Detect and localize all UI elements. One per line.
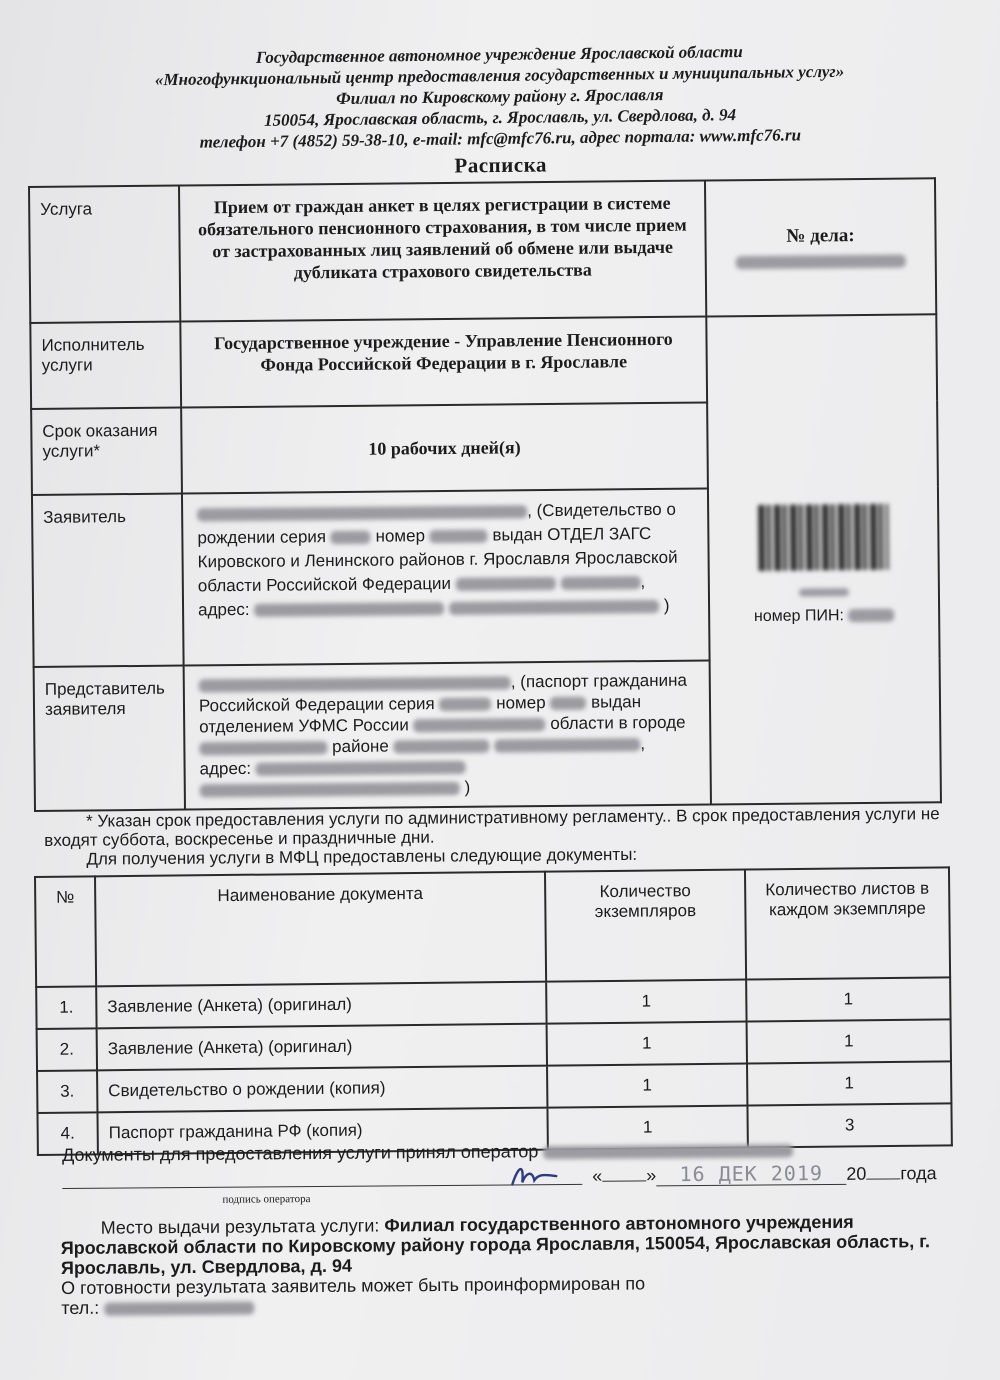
year-suffix: года — [900, 1163, 937, 1184]
applicant-address-redacted — [449, 600, 659, 615]
representative-text: области в городе — [550, 712, 686, 734]
executor-label: Исполнитель услуги — [30, 322, 181, 409]
row-doc-name: Свидетельство о рождении (копия) — [97, 1066, 547, 1113]
case-number-label: № дела: — [786, 225, 855, 247]
page-title: Расписка — [454, 152, 548, 178]
redacted-text — [494, 738, 640, 752]
service-label: Услуга — [29, 186, 180, 323]
ready-text: О готовности результата заявитель может быть проинформирован по — [61, 1273, 646, 1299]
representative-name-redacted — [199, 676, 511, 692]
footnote: * Указан срок предоставления услуги по административному регламенту.. В срок предоставления услуги не входят суббота, воскресенье и праздничные дни. — [44, 804, 940, 850]
place-value: Филиал государственного автономного учреждения Ярославской области по Кировскому району города Ярославля, 150054, Ярославская область, г. Ярославль, ул. Свердлова, д. 94 — [60, 1211, 931, 1279]
applicant-text: номер — [375, 526, 426, 546]
case-number-redacted — [736, 254, 906, 269]
applicant-details — [182, 488, 710, 665]
redacted-text — [456, 577, 556, 591]
org-contacts: телефон +7 (4852) 59-38-10, e-mail: mfc@mfc76.ru, адрес портала: www.mfc76.ru — [199, 125, 802, 152]
quote-open: « — [592, 1165, 603, 1186]
notes — [44, 804, 956, 869]
table-row — [30, 314, 937, 409]
redacted-text — [439, 698, 491, 711]
representative-address-redacted — [200, 782, 460, 797]
row-copies: 1 — [547, 1022, 747, 1066]
row-num: 3. — [37, 1070, 97, 1113]
row-num: 2. — [37, 1028, 97, 1071]
representative-label: Представитель заявителя — [34, 666, 185, 811]
date-stamp: 16 ДЕК 2019 — [679, 1161, 824, 1187]
org-name: Государственное автономное учреждение Ярославской области — [255, 42, 743, 67]
signature-caption: подпись оператора — [222, 1193, 311, 1206]
representative-text: выдан отделением УФМС России — [199, 692, 642, 737]
barcode-cell — [706, 314, 941, 804]
barcode-redacted — [758, 504, 889, 571]
operator-name-redacted — [543, 1144, 793, 1159]
documents-table — [34, 866, 951, 1156]
phone-label: тел.: — [61, 1297, 100, 1319]
header — [39, 38, 961, 181]
executor-value: Государственное учреждение - Управление Пенсионного Фонда Российской Федерации в г. Ярославле — [180, 316, 707, 407]
header-doc-name: Наименование документа — [95, 872, 546, 987]
applicant-text: ) — [663, 595, 670, 615]
docs-intro: Для получения услуги в МФЦ предоставлены следующие документы: — [86, 844, 638, 869]
row-sheets: 3 — [747, 1103, 951, 1147]
row-doc-name: Паспорт гражданина РФ (копия) — [97, 1108, 547, 1155]
redacted-text — [394, 740, 490, 754]
row-doc-name: Заявление (Анкета) (оригинал) — [97, 1024, 547, 1071]
table-row — [29, 178, 936, 323]
service-value: Прием от граждан анкет в целях регистрации в системе обязательного пенсионного страхования, в том числе прием от застрахованных лиц заявлений об обмене или выдаче дубликата страхового свидетельства — [179, 181, 706, 322]
branch-name: Филиал по Кировскому району г. Ярославля — [336, 85, 664, 108]
accepted-by-text: Документы для предоставления услуги принял оператор — [61, 1141, 539, 1165]
row-sheets: 1 — [747, 1019, 951, 1063]
case-number-cell — [705, 178, 936, 316]
applicant-text: , (Свидетельство о рождении серия — [197, 499, 676, 548]
row-num: 1. — [36, 986, 96, 1029]
representative-text: , адрес: — [199, 734, 646, 779]
representative-address-redacted — [256, 761, 466, 776]
row-sheets: 1 — [747, 1061, 951, 1105]
row-doc-name: Заявление (Анкета) (оригинал) — [96, 982, 546, 1029]
signature-line — [62, 1184, 582, 1189]
applicant-name-redacted — [197, 505, 527, 521]
row-copies: 1 — [547, 1106, 747, 1150]
org-address: 150054, Ярославская область, г. Ярославль, ул. Свердлова, д. 94 — [263, 105, 737, 130]
header-sheets: Количество листов в каждом экземпляре — [745, 867, 950, 979]
header-copies: Количество экземпляров — [545, 870, 746, 982]
term-label: Срок оказания услуги* — [31, 408, 182, 495]
row-copies: 1 — [547, 1064, 747, 1108]
header-num: № — [35, 876, 96, 987]
result-place — [61, 1211, 962, 1318]
docs-header-row — [35, 867, 950, 987]
redacted-text — [560, 576, 640, 590]
place-label: Место выдачи результата услуги: — [100, 1215, 380, 1238]
redacted-text — [413, 718, 545, 732]
pin-label: номер ПИН: — [753, 606, 845, 625]
representative-text: номер — [496, 693, 546, 713]
applicant-text: , адрес: — [197, 572, 646, 620]
applicant-text: выдан ОТДЕЛ ЗАГС Кировского и Ленинского районов г. Ярославля Ярославской области Российской Федерации — [197, 524, 678, 596]
phone-redacted — [104, 1301, 254, 1315]
pin-redacted — [848, 609, 894, 622]
barcode-number-redacted — [799, 588, 849, 596]
representative-text: ) — [464, 777, 471, 797]
representative-text: районе — [332, 736, 389, 757]
redacted-text — [331, 531, 371, 544]
applicant-address-redacted — [254, 602, 444, 617]
signature-mark — [508, 1160, 560, 1190]
term-value: 10 рабочих дней(я) — [181, 402, 708, 493]
row-sheets: 1 — [746, 977, 950, 1021]
redacted-text — [550, 697, 586, 710]
quote-close: » — [646, 1165, 657, 1186]
row-num: 4. — [37, 1112, 97, 1155]
org-fullname: «Многофункциональный центр предоставления государственных и муниципальных услуг» — [154, 61, 845, 90]
redacted-text — [430, 530, 488, 544]
applicant-label: Заявитель — [32, 494, 184, 667]
date-row — [592, 1163, 972, 1187]
redacted-text — [199, 741, 327, 755]
representative-details — [184, 660, 711, 809]
representative-text: , (паспорт гражданина Российской Федерации серия — [198, 670, 687, 716]
year-prefix: 20 — [846, 1163, 867, 1184]
service-table — [28, 177, 940, 812]
row-copies: 1 — [546, 980, 746, 1024]
